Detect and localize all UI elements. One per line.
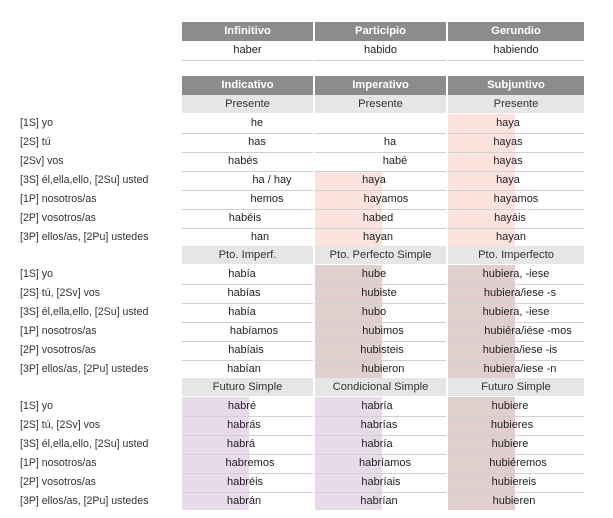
indicativo-form [182,209,308,228]
value-text: haber [233,44,262,56]
divider [182,60,584,61]
pto-imperfecto-subj-form [448,265,584,284]
person-label: [3S] él,ella,ello, [2Su] usted [20,438,149,450]
person-label: [2P] vosotros/as [20,476,96,488]
person-label: [2S] tú [20,136,51,148]
form-text: hube [361,268,387,280]
imperativo-form [315,190,457,209]
futuro-form [182,492,306,511]
person-label: [3P] ellos/as, [2Pu] ustedes [20,495,149,507]
tense-condicional-simple: Condicional Simple [315,378,446,396]
form-text: hayan [363,231,393,243]
pto-imperfecto-subj-form [448,322,608,341]
value-infinitivo [182,41,313,60]
form-text: hubiere [491,438,529,450]
indicativo-form [182,114,332,133]
futuro-subj-form [448,454,588,473]
form-text: han [250,231,270,243]
form-text: hubo [361,306,387,318]
person-label: [3P] ellos/as, [2Pu] ustedes [20,363,149,375]
condicional-form [315,435,439,454]
subjuntivo-form [448,133,568,152]
futuro-subj-form [448,397,572,416]
column-separator [314,22,315,510]
pto-imperfecto-subj-form [448,360,592,379]
imperativo-form [315,228,441,247]
value-gerundio [448,41,584,60]
person-label: [3P] ellos/as, [2Pu] ustedes [20,231,149,243]
tense-pto-perfecto-simple: Pto. Perfecto Simple [315,246,446,264]
pto-imperf-form [182,265,302,284]
form-text: haya [496,174,520,186]
value-participio [315,41,446,60]
pto-imperfecto-subj-form [448,303,584,322]
form-text: ha [383,136,397,148]
form-text: hubimos [362,325,404,337]
form-text: hayas [493,155,523,167]
form-text: habíamos [229,325,279,337]
form-text: habrías [360,419,398,431]
form-text: habéis [228,212,262,224]
pto-perfecto-form [315,265,433,284]
pto-imperf-form [182,322,326,341]
tense-presente-imperativo: Presente [315,95,446,113]
form-text: hayamos [363,193,409,205]
futuro-form [182,454,318,473]
form-text: habed [362,212,394,224]
person-label: [1S] yo [20,400,53,412]
imperativo-form [315,133,465,152]
header-infinitivo: Infinitivo [182,22,313,41]
form-text: haya [362,174,386,186]
tense-presente-indicativo: Presente [182,95,313,113]
pto-imperfecto-subj-form [448,341,592,360]
form-text: habías [227,287,261,299]
header-subjuntivo: Subjuntivo [448,76,584,95]
imperativo-form [315,209,441,228]
form-text: hubiera, -iese [482,306,550,318]
subjuntivo-form [448,228,574,247]
person-label: [1P] nosotros/as [20,457,97,469]
form-text: habés [228,155,258,167]
subjuntivo-form [448,152,568,171]
header-imperativo: Imperativo [315,76,446,95]
pto-imperfecto-subj-form [448,284,592,303]
form-text: hubiera/iese -n [483,363,557,375]
form-text: hubiste [361,287,397,299]
header-gerundio: Gerundio [448,22,584,41]
form-text: hubiereis [491,476,537,488]
condicional-form [315,473,447,492]
form-text: hubieren [492,495,536,507]
subjuntivo-form [448,114,568,133]
form-text: habríais [361,476,401,488]
tense-futuro-simple-ind: Futuro Simple [182,378,313,396]
form-text: habrás [227,419,261,431]
form-text: hayáis [494,212,526,224]
form-text: hubiera/iese -s [483,287,557,299]
futuro-subj-form [448,492,580,511]
form-text: habrían [360,495,398,507]
pto-imperf-form [182,303,302,322]
form-text: habré [227,400,257,412]
subjuntivo-form [448,209,572,228]
person-label: [2S] tú, [2Sv] vos [20,287,101,299]
tense-presente-subjuntivo: Presente [448,95,584,113]
futuro-form [182,416,306,435]
indicativo-form [182,152,304,171]
pto-imperf-form [182,284,306,303]
form-text: has [248,136,266,148]
person-label: [3S] él,ella,ello, [2Su] usted [20,306,149,318]
condicional-form [315,492,443,511]
tense-pto-imperf: Pto. Imperf. [182,246,313,264]
pto-perfecto-form [315,341,449,360]
form-text: hayamos [493,193,539,205]
form-text: habría [361,438,393,450]
form-text: ha / hay [252,174,292,186]
subjuntivo-form [448,171,568,190]
imperativo-form [315,171,433,190]
condicional-form [315,454,455,473]
form-text: haya [496,117,520,129]
form-text: hubiéremos [489,457,547,469]
column-separator [447,22,448,510]
form-text: hayan [496,231,526,243]
indicativo-form [182,133,332,152]
person-label: [1S] yo [20,117,53,129]
value-text: habido [363,44,398,56]
pto-perfecto-form [315,284,443,303]
pto-imperf-form [182,341,310,360]
futuro-subj-form [448,473,580,492]
form-text: habrá [226,438,256,450]
futuro-form [182,435,300,454]
futuro-subj-form [448,435,572,454]
form-text: habé [382,155,408,167]
futuro-form [182,397,302,416]
tense-pto-imperfecto: Pto. Imperfecto [448,246,584,264]
pto-perfecto-form [315,303,433,322]
form-text: habría [361,400,393,412]
form-text: habían [227,363,261,375]
futuro-subj-form [448,416,576,435]
value-text: habiendo [493,44,539,56]
form-text: hubisteis [360,344,404,356]
person-label: [3S] él,ella,ello, [2Su] usted [20,174,149,186]
form-text: hubiera, -iese [482,268,550,280]
person-label: [1P] nosotros/as [20,193,97,205]
tense-futuro-simple-subj: Futuro Simple [448,378,584,396]
person-label: [2Sv] vos [20,155,64,167]
person-label: [2S] tú, [2Sv] vos [20,419,101,431]
person-label: [1P] nosotros/as [20,325,97,337]
condicional-form [315,416,443,435]
form-text: habrán [226,495,262,507]
pto-imperf-form [182,360,306,379]
person-label: [1S] yo [20,268,53,280]
header-participio: Participio [315,22,446,41]
subjuntivo-form [448,190,584,209]
person-label: [2P] vosotros/as [20,212,96,224]
form-text: habréis [226,476,264,488]
person-label: [2P] vosotros/as [20,344,96,356]
pto-perfecto-form [315,322,451,341]
form-text: hubieron [361,363,405,375]
form-text: habremos [225,457,275,469]
form-text: había [228,268,256,280]
form-text: había [228,306,256,318]
futuro-form [182,473,308,492]
form-text: hubiera/iese -is [482,344,558,356]
condicional-form [315,397,439,416]
form-text: hubiere [491,400,529,412]
pto-perfecto-form [315,360,451,379]
header-indicativo: Indicativo [182,76,313,95]
imperativo-form [315,114,465,133]
form-text: hubiéra/iése -mos [484,325,572,337]
form-text: habríamos [359,457,411,469]
form-text: habíais [228,344,264,356]
form-text: hemos [250,193,284,205]
form-text: he [250,117,264,129]
form-text: hubieres [490,419,534,431]
form-text: hayas [493,136,523,148]
